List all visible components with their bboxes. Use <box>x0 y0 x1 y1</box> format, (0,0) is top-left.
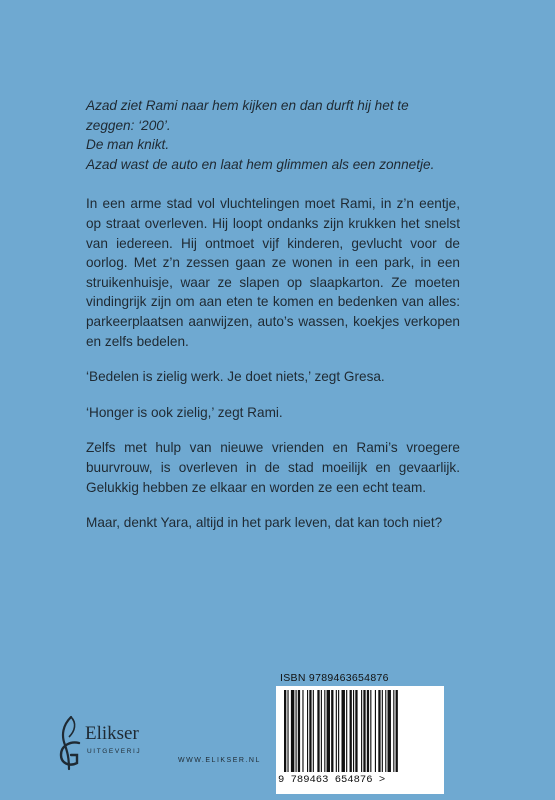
paragraph: ‘Honger is ook zielig,’ zegt Rami. <box>86 404 283 420</box>
publisher-name: Elikser <box>85 723 139 744</box>
barcode-bar <box>309 690 311 772</box>
intro-line: Azad ziet Rami naar hem kijken en dan durft hij het te zeggen: ‘200’. <box>86 98 409 133</box>
barcode-bar <box>307 690 308 772</box>
barcode-bar <box>363 690 365 772</box>
publisher-logo <box>55 715 175 775</box>
barcode-bar <box>350 690 352 772</box>
barcode-bar <box>388 690 391 772</box>
barcode-bar <box>302 690 303 772</box>
isbn-label: ISBN 9789463654876 <box>280 672 389 684</box>
barcode-bar <box>375 690 376 772</box>
barcode-bar <box>327 690 330 772</box>
publisher-subtitle: UITGEVERIJ <box>87 748 142 755</box>
barcode-bar <box>353 690 354 772</box>
intro-line: De man knikt. <box>86 137 170 153</box>
barcode-bar <box>342 690 345 772</box>
barcode-bar <box>321 690 322 772</box>
publisher-website: WWW.ELIKSER.NL <box>178 757 261 764</box>
paragraph: Maar, denkt Yara, altijd in het park leven, dat kan toch niet? <box>86 515 443 531</box>
barcode-bar <box>336 690 337 772</box>
barcode-bar <box>298 690 300 772</box>
intro-quote <box>86 96 460 174</box>
blurb <box>86 96 460 549</box>
isbn-barcode <box>276 670 444 794</box>
barcode-bar <box>291 690 294 772</box>
paragraph: In een arme stad vol vluchtelingen moet Rami, in z’n eentje, op straat overleven. Hij loopt ondanks zijn krukken het snelst van iedereen. Hij ontmoet vijf kinderen, gevlucht voor de oorlog. Met z’n zessen gaan ze wonen in een park, in een struikenhuisje, waar ze slapen op slaapkarton. Ze moeten vindingrijk zijn om aan eten te komen en bedenken van alles: parkeerplaatsen aanwijzen, auto’s wassen, koekjes verkopen en zelfs bedelen. <box>86 196 460 349</box>
barcode-bar <box>396 690 398 772</box>
paragraph: ‘Bedelen is zielig werk. Je doet niets,’ zegt Gresa. <box>86 369 385 385</box>
barcode-bar <box>393 690 394 772</box>
barcode-bar <box>331 690 333 772</box>
barcode-bar <box>355 690 357 772</box>
barcode-bar <box>324 690 325 772</box>
barcode-digits: 9 789463 654876 > <box>278 774 386 786</box>
barcode-bar <box>382 690 383 772</box>
barcode-bar <box>317 690 319 772</box>
intro-line: Azad wast de auto en laat hem glimmen als een zonnetje. <box>86 156 435 172</box>
barcode-bar <box>346 690 347 772</box>
barcode-bar <box>367 690 369 772</box>
barcode-bar <box>287 690 288 772</box>
quill-icon <box>55 715 85 773</box>
barcode-panel <box>276 686 444 794</box>
barcode-bar <box>370 690 371 772</box>
barcode-bar <box>385 690 386 772</box>
barcode-bar <box>296 690 297 772</box>
barcode-bar <box>361 690 362 772</box>
barcode-bar <box>313 690 314 772</box>
barcode-bars <box>284 690 436 774</box>
paragraph: Zelfs met hulp van nieuwe vrienden en Rami’s vroegere buurvrouw, is overleven in de stad moeilijk en gevaarlijk. Gelukkig hebben ze elkaar en worden ze een echt team. <box>86 440 460 495</box>
barcode-bar <box>284 690 286 772</box>
barcode-bar <box>338 690 339 772</box>
barcode-bar <box>378 690 380 772</box>
blurb-body <box>86 194 460 532</box>
